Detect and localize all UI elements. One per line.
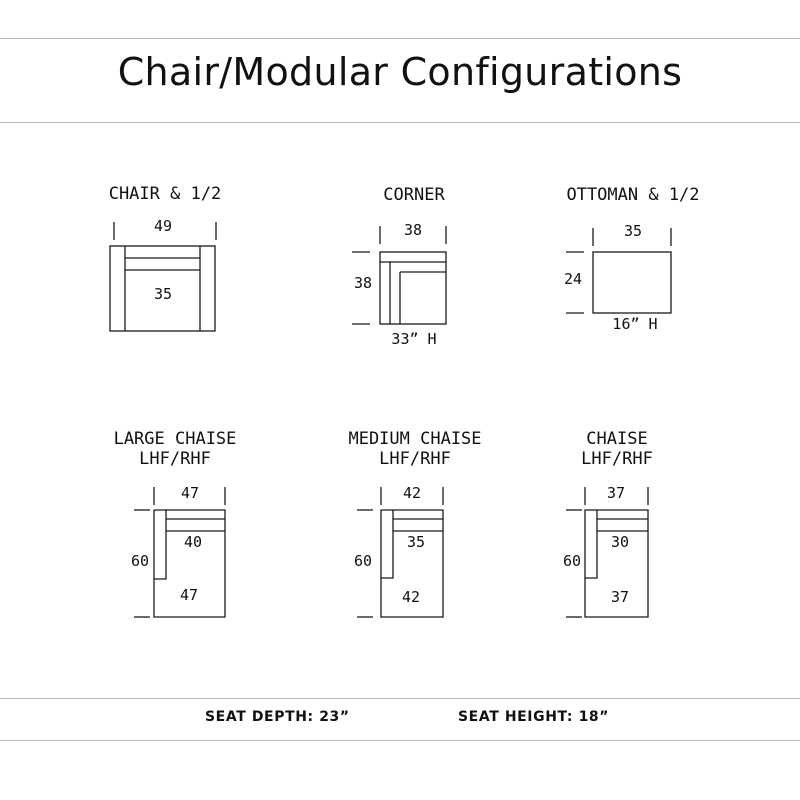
chaise-width: 37 <box>606 484 626 502</box>
chair-width: 49 <box>153 217 173 235</box>
chaise-seat: 37 <box>610 588 630 606</box>
ottoman-width: 35 <box>623 222 643 240</box>
ottoman-label: OTTOMAN & 1/2 <box>566 185 700 205</box>
seat-height-spec: SEAT HEIGHT: 18” <box>458 709 610 725</box>
corner-width: 38 <box>403 221 423 239</box>
chaise-length: 60 <box>562 552 582 570</box>
large-chaise-label-line1: LARGE CHAISE <box>113 429 237 449</box>
corner-height: 33” H <box>391 330 437 348</box>
chaise-label-line2: LHF/RHF <box>581 449 653 469</box>
large-chaise-label <box>90 429 260 469</box>
large-chaise-seat: 47 <box>179 586 199 604</box>
chaise-label <box>532 429 702 469</box>
page-title: Chair/Modular Configurations <box>117 50 683 94</box>
large-chaise-length: 60 <box>130 552 150 570</box>
chair-label: CHAIR & 1/2 <box>108 184 222 204</box>
ottoman-height: 16” H <box>612 315 658 333</box>
corner-depth: 38 <box>353 274 373 292</box>
ottoman-depth: 24 <box>563 270 583 288</box>
corner-label: CORNER <box>383 185 445 205</box>
seat-depth-spec: SEAT DEPTH: 23” <box>205 709 350 725</box>
chaise-label-line1: CHAISE <box>586 429 648 449</box>
large-chaise-inner: 40 <box>183 533 203 551</box>
ottoman-outline <box>593 252 671 313</box>
medium-chaise-inner: 35 <box>406 533 426 551</box>
medium-chaise-width: 42 <box>402 484 422 502</box>
medium-chaise-label-line2: LHF/RHF <box>379 449 451 469</box>
medium-chaise-length: 60 <box>353 552 373 570</box>
medium-chaise-seat: 42 <box>401 588 421 606</box>
chaise-inner: 30 <box>610 533 630 551</box>
medium-chaise-label-line1: MEDIUM CHAISE <box>348 429 482 449</box>
large-chaise-label-line2: LHF/RHF <box>139 449 211 469</box>
chair-drawing <box>110 222 216 331</box>
large-chaise-width: 47 <box>180 484 200 502</box>
chair-depth: 35 <box>153 285 173 303</box>
medium-chaise-label <box>330 429 500 469</box>
